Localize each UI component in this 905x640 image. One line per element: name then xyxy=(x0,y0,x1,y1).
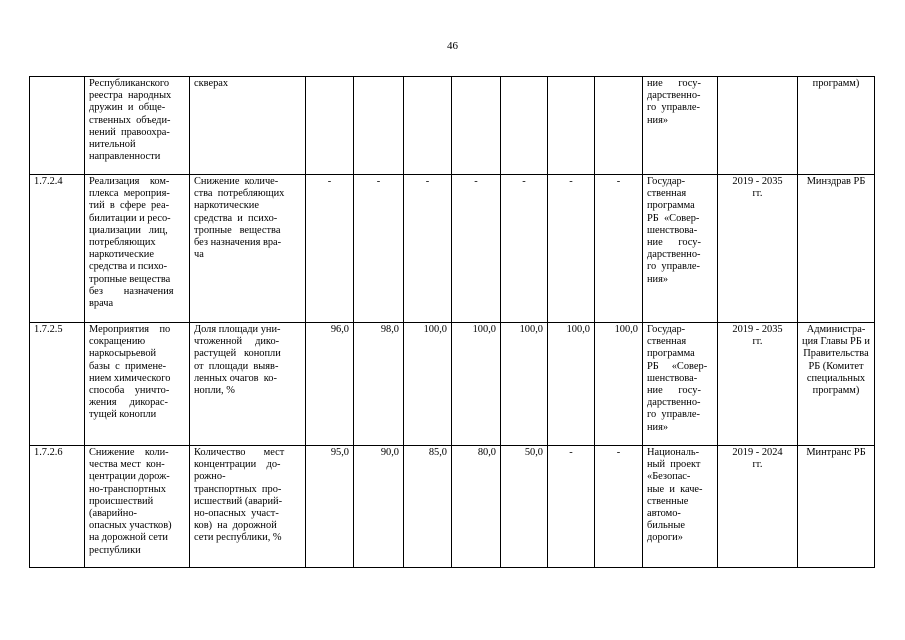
measure-cell: Мероприятия по сокращению наркосырьевой базы с примене- нием химического способа уничто- жения дикорас- тущей конопли xyxy=(85,323,190,446)
period-cell: 2019 - 2024 гг. xyxy=(718,446,798,568)
executor-cell: Администра- ция Главы РБ и Правительства РБ (Комитет специальных программ) xyxy=(798,323,875,446)
indicator-cell: Снижение количе- ства потребляющих наркотические средства и психо- тропные вещества без назначения вра- ча xyxy=(190,175,306,323)
table-row xyxy=(30,77,875,175)
executor-cell: Минздрав РБ xyxy=(798,175,875,323)
period-cell xyxy=(718,77,798,175)
value-cell: 50,0 xyxy=(501,446,548,568)
table-row xyxy=(30,175,875,323)
value-cell xyxy=(548,77,595,175)
indicator-cell: Количество мест концентрации до- рожно- транспортных про- исшествий (аварий- но-опасных участ- ков) на дорожной сети республики, % xyxy=(190,446,306,568)
value-cell: 100,0 xyxy=(548,323,595,446)
value-cell: - xyxy=(306,175,354,323)
executor-cell: программ) xyxy=(798,77,875,175)
table-row xyxy=(30,446,875,568)
value-cell: - xyxy=(404,175,452,323)
indicator-cell: Доля площади уни- чтоженной дико- растущей конопли от площади выяв- ленных очагов ко- нопли, % xyxy=(190,323,306,446)
measure-cell: Республиканского реестра народных дружин и обще- ственных объеди- нений правоохра- нительной направленности xyxy=(85,77,190,175)
value-cell: - xyxy=(595,446,643,568)
row-code-cell: 1.7.2.5 xyxy=(30,323,85,446)
measure-cell: Снижение коли- чества мест кон- центрации дорож- но-транспортных происшествий (аварийно- опасных участков) на дорожной сети республики xyxy=(85,446,190,568)
value-cell: 95,0 xyxy=(306,446,354,568)
value-cell xyxy=(306,77,354,175)
value-cell: 80,0 xyxy=(452,446,501,568)
executor-cell: Минтранс РБ xyxy=(798,446,875,568)
value-cell: - xyxy=(595,175,643,323)
value-cell: 100,0 xyxy=(452,323,501,446)
value-cell: 100,0 xyxy=(404,323,452,446)
table-body xyxy=(30,77,875,568)
table-row xyxy=(30,323,875,446)
value-cell: - xyxy=(452,175,501,323)
value-cell: 98,0 xyxy=(354,323,404,446)
value-cell: 85,0 xyxy=(404,446,452,568)
value-cell: 100,0 xyxy=(501,323,548,446)
measure-cell: Реализация ком- плекса мероприя- тий в сфере реа- билитации и ресо- циализации лиц, потребляющих наркотические средства и психо- тропные вещества без назначения врача xyxy=(85,175,190,323)
program-cell: Государ- ственная программа РБ «Совер- шенствова- ние госу- дарственно- го управле- ния» xyxy=(643,175,718,323)
value-cell xyxy=(452,77,501,175)
value-cell: - xyxy=(354,175,404,323)
program-cell: ние госу- дарственно- го управле- ния» xyxy=(643,77,718,175)
value-cell xyxy=(404,77,452,175)
value-cell xyxy=(595,77,643,175)
period-cell: 2019 - 2035 гг. xyxy=(718,323,798,446)
period-cell: 2019 - 2035 гг. xyxy=(718,175,798,323)
measures-table xyxy=(29,76,875,568)
row-code-cell xyxy=(30,77,85,175)
value-cell: - xyxy=(501,175,548,323)
row-code-cell: 1.7.2.6 xyxy=(30,446,85,568)
value-cell: - xyxy=(548,175,595,323)
value-cell xyxy=(501,77,548,175)
value-cell: 90,0 xyxy=(354,446,404,568)
value-cell: 96,0 xyxy=(306,323,354,446)
program-cell: Государ- ственная программа РБ «Совер- шенствова- ние госу- дарственно- го управле- ния» xyxy=(643,323,718,446)
row-code-cell: 1.7.2.4 xyxy=(30,175,85,323)
value-cell: - xyxy=(548,446,595,568)
program-cell: Националь- ный проект «Безопас- ные и каче- ственные автомо- бильные дороги» xyxy=(643,446,718,568)
indicator-cell: скверах xyxy=(190,77,306,175)
page-number: 46 xyxy=(447,40,458,52)
value-cell xyxy=(354,77,404,175)
value-cell: 100,0 xyxy=(595,323,643,446)
